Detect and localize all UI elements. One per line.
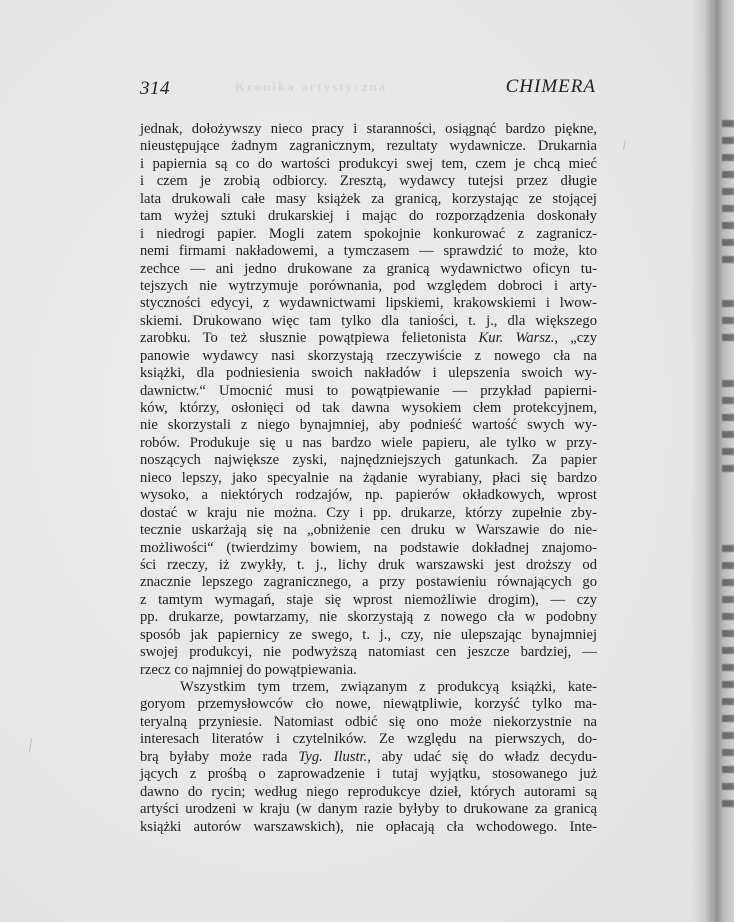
adjacent-page-text-fragment: [722, 334, 734, 341]
text-run: dawno do rycin; według niego reprodukcye dzieł, których autorami są: [140, 783, 597, 800]
text-run: noszących największe zyski, najnędzniejszych gatunkach. Za papier: [140, 452, 597, 469]
text-line: [140, 557, 597, 574]
text-run: artyści urodzeni w kraju (w danym razie byłyby to drukowane za granicą: [140, 801, 597, 818]
adjacent-page-text-fragment: [722, 448, 734, 455]
text-line: [140, 766, 597, 783]
text-run: zechce — ani jedno drukowane za granicą wydawnictwo oficyn tu-: [140, 260, 597, 277]
adjacent-page-text-fragment: [722, 749, 734, 756]
adjacent-page-text-fragment: [722, 154, 734, 161]
text-run: interesach literatów i czytelników. Ze względu na pierwszych, do-: [140, 731, 597, 748]
adjacent-page-text-fragment: [722, 579, 734, 586]
text-run: tam wyżej sztuki drukarskiej i mając do rozporządzenia doskonały: [140, 208, 597, 225]
text-run: ków, którzy, osłonięci od tak dawna wysokiem cłem protekcyjnem,: [140, 400, 597, 416]
text-run: nieustępujące żadnym zagranicznym, rezultaty wydawnicze. Drukarnia: [140, 138, 597, 155]
adjacent-page-text-fragment: [722, 397, 734, 404]
text-run: dostać w kraju nie można. Czy i pp. drukarze, którzy zupełnie zby-: [140, 504, 597, 521]
text-run: jednak, dołożywszy nieco pracy i staranności, osiągnąć bardzo piękne,: [140, 121, 597, 137]
text-run: książki, dla podniesienia swoich nakładów i ulepszenia swoich wy-: [140, 365, 597, 382]
adjacent-page-text-fragment: [722, 380, 734, 387]
text-run: dawnictw.“ Umocnić musi to powątpiewanie — przykład papierni-: [140, 382, 597, 399]
text-line: [140, 261, 597, 278]
body-text: [140, 121, 597, 836]
text-line: [140, 819, 597, 836]
text-line: [140, 731, 597, 748]
adjacent-page-text-fragment: [722, 596, 734, 603]
text-run: rzecz co najmniej do powątpiewania.: [140, 661, 357, 678]
adjacent-page-text-fragment: [722, 800, 734, 807]
text-line: [140, 173, 597, 190]
adjacent-page-text-fragment: [722, 545, 734, 552]
text-line: [140, 156, 597, 173]
paragraph: [140, 121, 597, 679]
text-line: [140, 679, 597, 696]
adjacent-page-text-fragment: [722, 300, 734, 307]
text-line: [140, 243, 597, 260]
adjacent-page-text-fragment: [722, 431, 734, 438]
text-line: [140, 696, 597, 713]
text-run: nemi firmami nakładowemi, a tymczasem — sprawdzić to może, kto: [140, 243, 597, 260]
text-run: znacznie lepszego zagranicznego, a przy postawieniu równających go: [140, 574, 597, 591]
text-line: [140, 348, 597, 365]
text-line: [140, 749, 597, 766]
paragraph: [140, 679, 597, 836]
adjacent-page-text-fragment: [722, 120, 734, 127]
text-line: [140, 470, 597, 487]
show-through-running-title: Kronika artystyczna: [235, 79, 388, 94]
adjacent-page-text-fragment: [722, 681, 734, 688]
text-run: , „czy: [554, 330, 598, 347]
text-line: [140, 540, 597, 557]
text-line: [140, 191, 597, 208]
text-run: z tamtym wymagań, staje się wprost niemożliwie drogim), — czy: [140, 591, 597, 608]
adjacent-page-text-fragment: [722, 317, 734, 324]
text-line: [140, 138, 597, 155]
text-run: tecznie uskarżają się na „obniżenie cen druku w Warszawie do nie-: [140, 522, 597, 539]
text-line: [140, 452, 597, 469]
adjacent-page-text-fragment: [722, 171, 734, 178]
text-line: [140, 208, 597, 225]
adjacent-page-text-fragment: [722, 715, 734, 722]
text-run: nie skorzystali z niego bynajmniej, aby podnieść wartość swych wy-: [140, 417, 597, 434]
adjacent-page-text-fragment: [722, 613, 734, 620]
text-run: swojej produkcyi, nie podwyższą natomiast cen jeszcze bardziej, —: [140, 644, 597, 661]
page-number: 314: [140, 78, 170, 99]
running-head: [140, 76, 596, 100]
adjacent-page-text-fragment: [722, 732, 734, 739]
text-run: pp. drukarze, powtarzamy, nie skorzystają z nowego cła w podobny: [140, 609, 597, 626]
text-run: sposób jak papiernicy ze swego, t. j., czy, nie ulepszając bynajmniej: [140, 626, 597, 643]
italic-title: Kur. Warsz.: [478, 330, 555, 347]
text-run: skiemi. Drukowano więc tam tylko dla taniości, t. j., dla większego: [140, 312, 597, 329]
text-run: nieco lepszy, jako specyalnie na żądanie wyrabiany, płaci się bardzo: [140, 469, 597, 486]
adjacent-page-text-fragment: [722, 630, 734, 637]
adjacent-page-text-fragment: [722, 562, 734, 569]
text-run: możliwości“ (twierdzimy bowiem, na podstawie dokładnej znajomo-: [140, 539, 597, 556]
text-line: [140, 278, 597, 295]
adjacent-page-text-fragment: [722, 239, 734, 246]
adjacent-page-text-fragment: [722, 188, 734, 195]
text-line: [140, 313, 597, 330]
text-run: i niedrogi papier. Mogli zatem spokojnie konkurować z zagranicz-: [140, 225, 597, 242]
adjacent-page-text-fragment: [722, 647, 734, 654]
text-line: [140, 801, 597, 818]
text-line: [140, 417, 597, 434]
text-run: styczności edycyi, z wydawnictwami lipskiemi, krakowskiemi i lwow-: [140, 295, 597, 312]
text-line: [140, 330, 597, 347]
text-run: lata drukowali całe masy książek za granicą, korzystając ze stojącej: [140, 190, 597, 207]
adjacent-page-edge: [716, 0, 734, 922]
journal-title: CHIMERA: [505, 76, 596, 97]
text-line: [140, 121, 597, 138]
text-run: goryom przemysłowców cło nowe, niewątpliwie, korzyść tylko ma-: [140, 696, 597, 713]
text-run: jących z prośbą o zaprowadzenie i tutaj wyjątku, stosowanego już: [140, 766, 597, 783]
text-line: [140, 784, 597, 801]
text-line: [140, 383, 597, 400]
text-run: wysoko, a niektórych rodzajów, np. papierów okładkowych, wprost: [140, 487, 597, 504]
text-run: Wszystkim tym trzem, związanym z produkcyą książki, kate-: [180, 679, 597, 695]
text-line: [140, 226, 597, 243]
text-line: [140, 609, 597, 626]
adjacent-page-text-fragment: [722, 698, 734, 705]
text-line: [140, 522, 597, 539]
text-run: i papiernia są co do wartości produkcyi swej tem, czem je chcą mieć: [140, 155, 597, 172]
adjacent-page-text-fragment: [722, 766, 734, 773]
adjacent-page-text-fragment: [722, 222, 734, 229]
text-line: [140, 644, 597, 661]
text-run: i czem je zrobią odbiorcy. Zresztą, wydawcy tutejsi przez długie: [140, 173, 597, 190]
text-line: [140, 714, 597, 731]
text-run: robów. Produkuje się u nas bardzo wiele papieru, ale tylko w przy-: [140, 434, 597, 451]
text-line: [140, 627, 597, 644]
text-line: [140, 505, 597, 522]
text-line: [140, 400, 597, 417]
text-run: , aby udać się do władz decydu-: [367, 748, 598, 765]
text-line: [140, 574, 597, 591]
adjacent-page-text-fragment: [722, 414, 734, 421]
text-run: książki autorów warszawskich), nie opłacają cła wchodowego. Inte-: [140, 818, 597, 835]
text-run: brą byłaby może rada: [140, 748, 299, 765]
text-line: [140, 592, 597, 609]
text-run: tejszych nie wytrzymuje porównania, pod względem dobroci i arty-: [140, 277, 597, 294]
text-line: [140, 295, 597, 312]
text-line: [140, 435, 597, 452]
italic-title: Tyg. Ilustr.: [298, 748, 368, 765]
text-line: [140, 662, 597, 679]
adjacent-page-text-fragment: [722, 256, 734, 263]
text-line: [140, 365, 597, 382]
gutter-shadow: [690, 0, 716, 922]
adjacent-page-text-fragment: [722, 664, 734, 671]
text-line: [140, 487, 597, 504]
text-run: teryalną przyniesie. Natomiast odbić się ono może niekorzystnie na: [140, 713, 597, 730]
text-run: zarobku. To też słusznie powątpiewa felietonista: [140, 330, 479, 347]
text-run: ści rzeczy, iż zwykły, t. j., lichy druk warszawski jest droższy od: [140, 556, 597, 573]
adjacent-page-text-fragment: [722, 137, 734, 144]
adjacent-page-text-fragment: [722, 465, 734, 472]
adjacent-page-text-fragment: [722, 205, 734, 212]
text-run: panowie wydawcy nasi skorzystają rzeczywiście z nowego cła na: [140, 347, 597, 364]
adjacent-page-text-fragment: [722, 783, 734, 790]
